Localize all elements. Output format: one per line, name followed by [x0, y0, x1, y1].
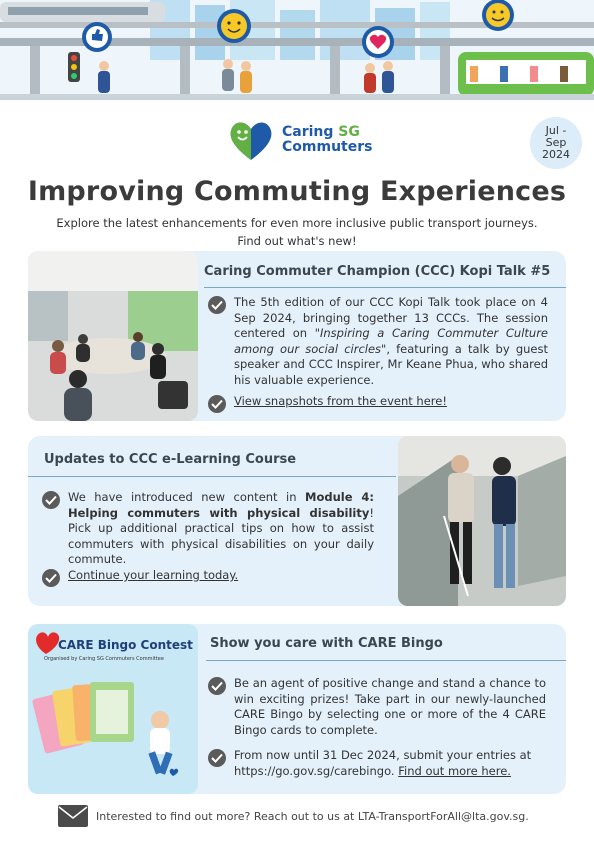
kopi-talk-item	[208, 295, 548, 388]
date-line-1: Jul -	[545, 124, 567, 137]
kopi-talk-body-b: ", featuring a talk by guest speaker and CCC Inspirer, Mr Keane Phua, who shared his valuable experience.	[234, 341, 548, 387]
mail-icon	[58, 805, 88, 827]
elearning-photo	[398, 436, 566, 606]
logo-wordmark	[282, 125, 372, 155]
elearning-divider	[28, 476, 396, 477]
logo-commuters: Commuters	[282, 139, 373, 155]
elearning-title: Updates to CCC e-Learning Course	[44, 452, 297, 467]
header-banner-illustration	[0, 0, 594, 100]
poster-title: CARE Bingo Contest	[58, 638, 193, 652]
kopi-talk-link-item	[208, 394, 548, 413]
date-line-2: Sep	[545, 136, 567, 149]
check-circle-icon	[42, 491, 60, 509]
kopi-talk-title: Caring Commuter Champion (CCC) Kopi Talk #5	[204, 264, 551, 279]
caring-sg-commuters-logo	[226, 118, 372, 162]
elearning-body-b: ! Pick up additional practical tips on how to assist commuters with physical disabilities on your daily commute.	[68, 505, 374, 566]
care-bingo-body-1: Be an agent of positive change and stand a chance to win exciting prizes! Take part in our newly-launched CARE Bingo by selecting one or more of the 4 CARE Bingo cards to complete.	[234, 676, 546, 737]
elearning-body-strong: Module 4: Helping commuters with physical disability	[68, 490, 374, 520]
heart-logo-icon	[226, 118, 276, 162]
section-care-bingo-card	[28, 624, 566, 794]
check-circle-icon	[208, 677, 226, 695]
kopi-talk-photo	[28, 251, 198, 421]
view-snapshots-link[interactable]: View snapshots from the event here!	[234, 394, 447, 408]
check-circle-icon	[42, 569, 60, 587]
section-kopi-talk-card	[28, 251, 566, 421]
continue-learning-link[interactable]: Continue your learning today.	[68, 568, 239, 582]
care-bingo-body-2	[234, 748, 546, 779]
page-subtitle	[0, 214, 594, 250]
date-line-3: 2024	[542, 148, 570, 161]
kopi-talk-divider	[204, 287, 566, 288]
care-bingo-body-2a: From now until 31 Dec 2024, submit your entries at https://go.gov.sg/carebingo.	[234, 748, 532, 778]
check-circle-icon	[208, 395, 226, 413]
care-bingo-poster	[28, 624, 198, 794]
logo-caring: Caring	[282, 124, 339, 140]
footer-text: Interested to find out more? Reach out to us at LTA-TransportForAll@lta.gov.sg.	[96, 809, 529, 823]
section-elearning-card	[28, 436, 566, 606]
subtitle-line-1: Explore the latest enhancements for even more inclusive public transport journeys.	[56, 216, 538, 230]
care-bingo-title: Show you care with CARE Bingo	[210, 636, 443, 651]
page-title: Improving Commuting Experiences	[27, 176, 567, 207]
kopi-talk-body-em: Inspiring a Caring Commuter Culture among our social circles	[234, 326, 549, 356]
elearning-body-a: We have introduced new content in	[68, 490, 306, 504]
kopi-talk-body-a: The 5th edition of our CCC Kopi Talk took place on 4 Sep 2024, bringing together 13 CCCs. The session centered on "	[234, 295, 548, 340]
logo-sg: SG	[338, 124, 360, 140]
find-out-more-link[interactable]: Find out more here.	[398, 763, 511, 778]
elearning-link-item	[42, 568, 374, 587]
subtitle-line-2: Find out what's new!	[237, 234, 357, 248]
check-circle-icon	[208, 296, 226, 314]
check-circle-icon	[208, 749, 226, 767]
elearning-body	[68, 490, 374, 568]
care-bingo-item-1	[208, 676, 546, 738]
elearning-item	[42, 490, 374, 568]
care-bingo-divider	[206, 660, 566, 661]
footer-contact	[58, 805, 529, 827]
issue-date-badge	[530, 117, 582, 169]
kopi-talk-body	[234, 295, 548, 388]
care-bingo-item-2	[208, 748, 546, 779]
poster-subtitle: Organised by Caring SG Commuters Committee	[44, 656, 164, 662]
